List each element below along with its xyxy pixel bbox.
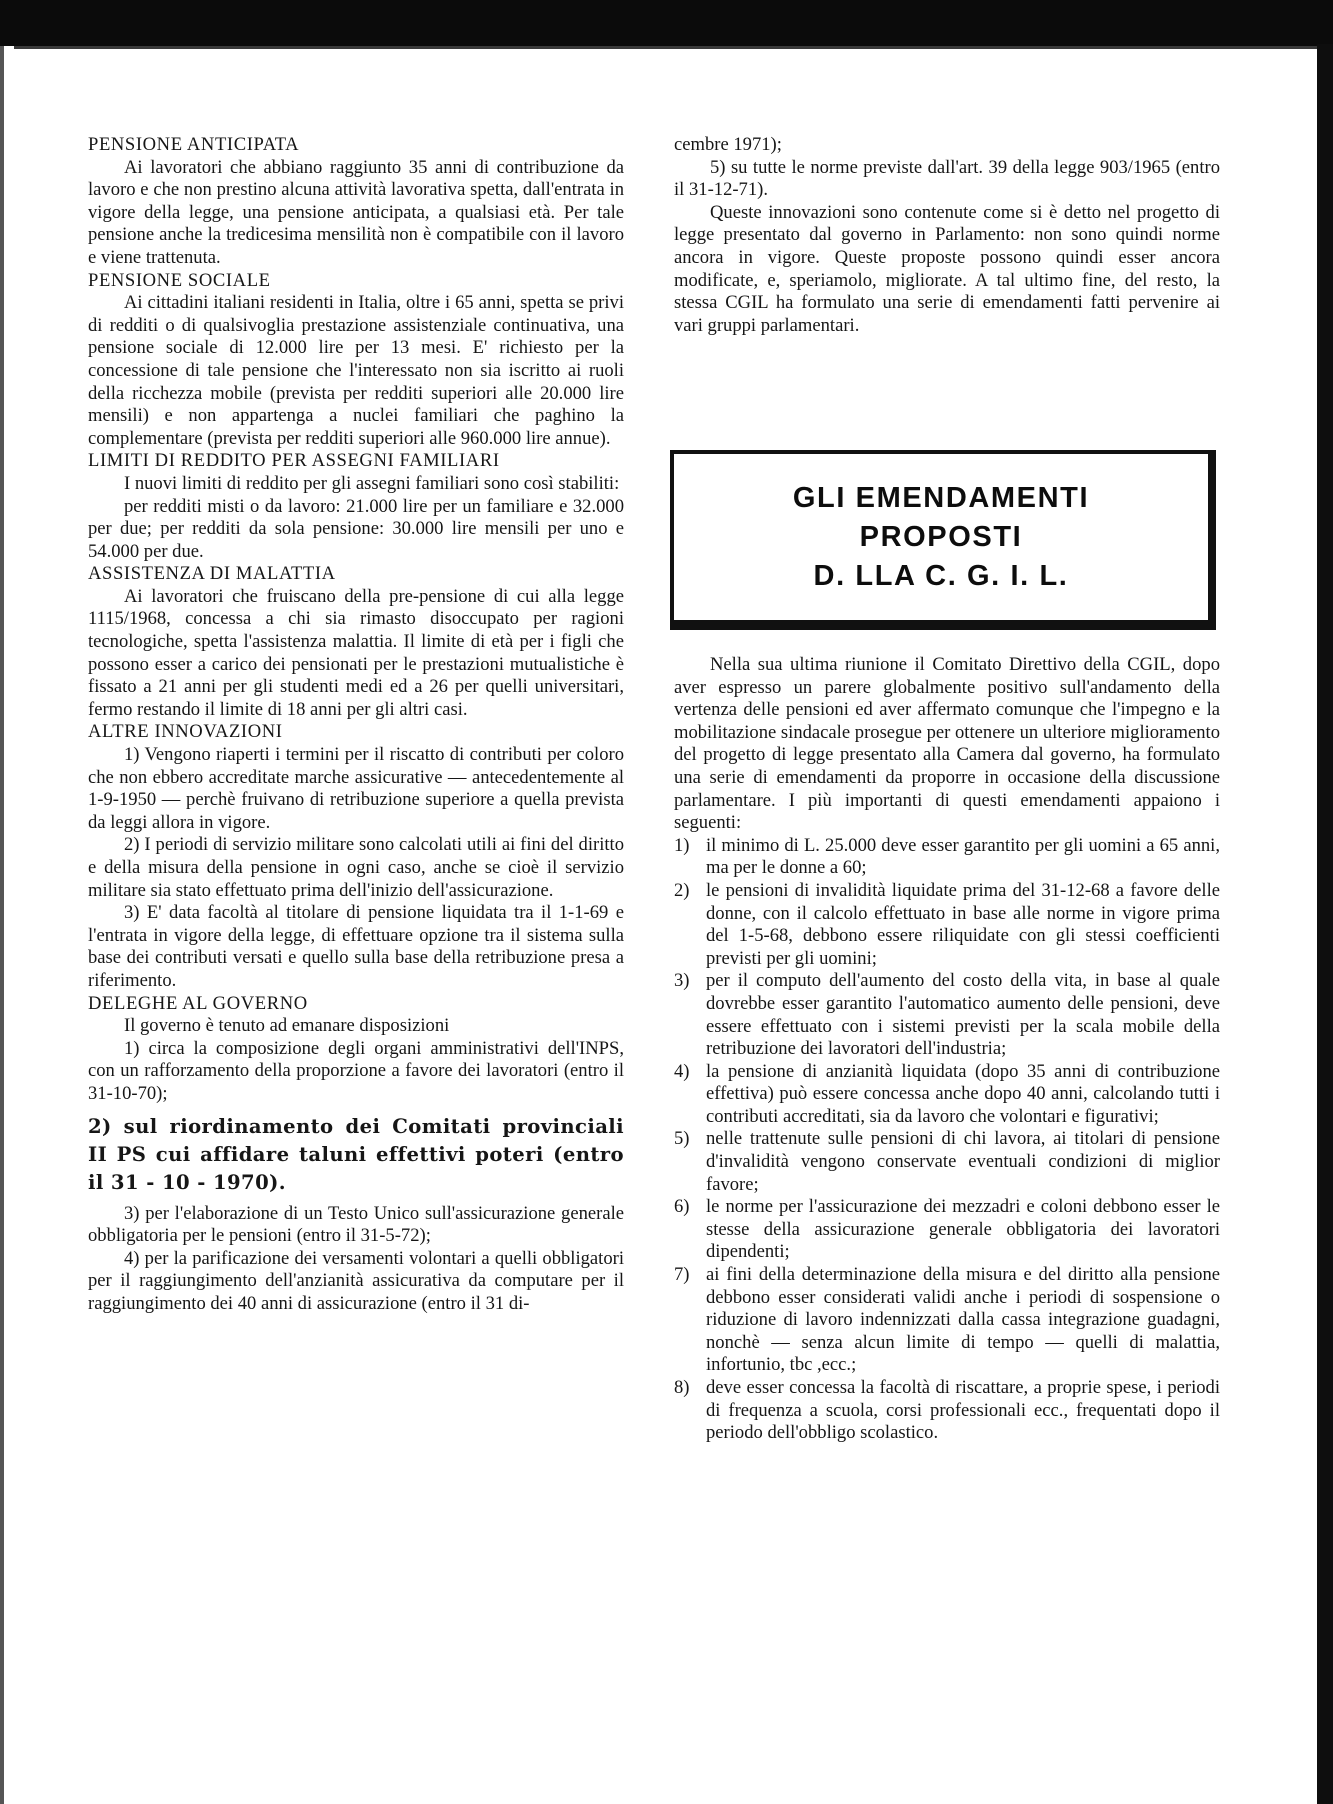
list-item-number: 4) (674, 1060, 690, 1082)
paragraph-innovazione-2: 2) I periodi di servizio militare sono calcolati utili ai fini del diritto e della misura della pensione in ogni caso, anche se cioè il servizio militare sia stato effettuato prima dell'inizio dell'assicurazione. (88, 834, 624, 901)
paragraph-deleghe-intro: Il governo è tenuto ad emanare disposizioni (124, 1015, 450, 1037)
list-item-number: 5) (674, 1128, 690, 1150)
heading-deleghe-governo: DELEGHE AL GOVERNO (88, 992, 308, 1014)
right-column-top (674, 134, 1220, 337)
list-item (674, 1128, 1220, 1196)
list-item-number: 2) (674, 879, 690, 901)
list-item-text: ai fini della determinazione della misura e del diritto alla pensione debbono esser considerati validi anche i periodi di sospensione o riduzione di lavoro indennizzati dalla cassa integrazione guadagni, nonchè — senza alcun limite di tempo — quelli di malattia, infortunio, tbc ,ecc.; (706, 1264, 1220, 1376)
list-item-number: 8) (674, 1377, 690, 1398)
box-title-line-1: GLI EMENDAMENTI (792, 481, 1090, 514)
right-column-bottom (674, 654, 1220, 1445)
paragraph-limiti-reddito-1: I nuovi limiti di reddito per gli assegni familiari sono così stabiliti: (124, 472, 620, 494)
list-item (674, 1196, 1220, 1264)
list-item (674, 880, 1220, 970)
list-item (674, 1061, 1220, 1129)
list-item-number: 6) (674, 1196, 690, 1218)
list-item-text: nelle trattenute sulle pensioni di chi lavora, ai titolari di pensione d'invalidità vengono conservate eventuali condizioni di miglior favore; (706, 1128, 1220, 1195)
list-item-text: le norme per l'assicurazione dei mezzadri e coloni debbono esser le stesse della assicurazione generale obbligatoria dei lavoratori dipendenti; (706, 1196, 1220, 1263)
paragraph-assistenza-malattia: Ai lavoratori che fruiscano della pre-pensione di cui alla legge 1115/1968, concessa a chi sia rimasto disoccupato per ragioni tecnologiche, spetta l'assistenza malattia. Il limite di età per i figli che possono esser a carico dei pensionati per le prestazioni mutualistiche è fissato a 21 anni per gli studenti medi ed a 26 per quelli universitari, fermo restando il limite di 18 anni per gli altri casi. (88, 585, 624, 720)
paragraph-pensione-sociale: Ai cittadini italiani residenti in Italia, oltre i 65 anni, spetta se privi di redditi o di qualsivoglia prestazione assistenziale continuativa, una pensione sociale di 12.000 lire per 13 mesi. E' richiesto per la concessione di tale pensione che l'interessato non sia iscritto ai ruoli della ricchezza mobile (prevista per redditi superiori alle 20.000 lire mensili) e non appartenga a nuclei familiari che paghino la complementare (prevista per redditi superiori alle 960.000 lire annue). (88, 292, 624, 449)
list-item-number: 7) (674, 1264, 690, 1286)
heading-assistenza-malattia: ASSISTENZA DI MALATTIA (88, 563, 336, 585)
emendamenti-title-box (670, 450, 1216, 630)
heading-limiti-reddito: LIMITI DI REDDITO PER ASSEGNI FAMILIARI (88, 450, 500, 472)
list-item (674, 1264, 1220, 1377)
list-item (674, 970, 1220, 1060)
list-item-text: deve esser concessa la facoltà di riscattare, a proprie spese, i periodi di frequenza a scuola, corsi professionali ecc., frequentati dopo il periodo dell'obbligo scolastico. (706, 1377, 1220, 1444)
list-item-text: le pensioni di invalidità liquidate prima del 31-12-68 a favore delle donne, con il calcolo effettuato in base alle norme in vigore prima del 1-5-68, debbono essere riliquidate con gli stessi coefficienti previsti per gli uomini; (706, 879, 1220, 969)
paragraph-delega-4: 4) per la parificazione dei versamenti volontari a quelli obbligatori per il raggiungimento dell'anzianità assicurativa da computare per il raggiungimento dei 40 anni di assicurazione (entro il 31 di- (88, 1247, 624, 1314)
paragraph-innovazione-3: 3) E' data facoltà al titolare di pensione liquidata tra il 1-1-69 e l'entrata in vigore della legge, di effettuare opzione tra il sistema sulla base dei contributi versati e quello sulla base della retribuzione presa a riferimento. (88, 902, 624, 991)
list-item (674, 835, 1220, 880)
list-item-number: 1) (674, 834, 690, 856)
paragraph-innovazione-1: 1) Vengono riaperti i termini per il riscatto di contributi per coloro che non ebbero accreditate marche assicurative — antecedentemente al 1-9-1950 — perchè fruivano di retribuzione superiore a quella prevista da leggi allora in vigore. (88, 744, 624, 833)
list-item (674, 1377, 1220, 1445)
paragraph-delega-1: 1) circa la composizione degli organi amministrativi dell'INPS, con un rafforzamento della proporzione a favore dei lavoratori (entro il 31-10-70); (88, 1037, 624, 1104)
paragraph-limiti-reddito-2: per redditi misti o da lavoro: 21.000 lire per un familiare e 32.000 per due; per redditi da sola pensione: 30.000 lire mensili per uno e 54.000 per due. (88, 495, 624, 562)
list-item-text: per il computo dell'aumento del costo della vita, in base al quale dovrebbe esser garantito l'automatico aumento delle pensioni, deve essere effettuato con i sistemi previsti per la scala mobile della retribuzione dei lavoratori dell'industria; (706, 970, 1220, 1060)
heading-altre-innovazioni: ALTRE INNOVAZIONI (88, 721, 283, 743)
box-title-line-2: PROPOSTI (859, 520, 1023, 553)
list-item-number: 3) (674, 970, 690, 992)
heading-pensione-sociale: PENSIONE SOCIALE (88, 269, 271, 291)
left-column (88, 134, 624, 1316)
paragraph-pensione-anticipata: Ai lavoratori che abbiano raggiunto 35 anni di contribuzione da lavoro e che non prestino alcuna attività lavorativa spetta, dall'entrata in vigore della legge, una pensione anticipata, a qualsiasi età. Per tale pensione anche la tredicesima mensilità non è compatibile con il lavoro e viene trattenuta. (88, 156, 624, 268)
list-item-text: il minimo di L. 25.000 deve esser garantito per gli uomini a 65 anni, ma per le donne a 60; (706, 834, 1220, 879)
paragraph-delega-5: 5) su tutte le norme previste dall'art. 39 della legge 903/1965 (entro il 31-12-71). (674, 156, 1220, 201)
list-item-text: la pensione di anzianità liquidata (dopo 35 anni di contribuzione effettiva) può essere concessa anche dopo 40 anni, calcolando tutti i contributi accreditati, sia da lavoro che volontari e figurativi; (706, 1060, 1220, 1127)
paragraph-delega-3: 3) per l'elaborazione di un Testo Unico sull'assicurazione generale obbligatoria per le pensioni (entro il 31-5-72); (88, 1202, 624, 1247)
paragraph-continuation: cembre 1971); (674, 134, 782, 155)
heading-pensione-anticipata: PENSIONE ANTICIPATA (88, 134, 300, 155)
paragraph-innovazioni-note: Queste innovazioni sono contenute come si è detto nel progetto di legge presentato dal governo in Parlamento: non sono quindi norme ancora in vigore. Queste proposte possono quindi esser ancora modificate, e, speriamolo, migliorate. A tal ultimo fine, del resto, la stessa CGIL ha formulato una serie di emendamenti fatti pervenire ai vari gruppi parlamentari. (674, 201, 1220, 336)
box-title-line-3: D. LLA C. G. I. L. (813, 559, 1069, 592)
paragraph-delega-2-bold: 2) sul riordinamento dei Comitati provinciali II PS cui affidare taluni effettivi poteri (entro il 31 - 10 - 1970). (88, 1114, 624, 1194)
paragraph-emendamenti-intro: Nella sua ultima riunione il Comitato Direttivo della CGIL, dopo aver espresso un parere globalmente positivo sull'andamento della vertenza delle pensioni ed aver affermato comunque che l'impegno e la mobilitazione sindacale prosegue per ottenere un ulteriore miglioramento del progetto di legge presentato alla Camera dal governo, ha formulato una serie di emendamenti da proporre in occasione della discussione parlamentare. I più importanti di questi emendamenti appaiono i seguenti: (674, 654, 1220, 834)
